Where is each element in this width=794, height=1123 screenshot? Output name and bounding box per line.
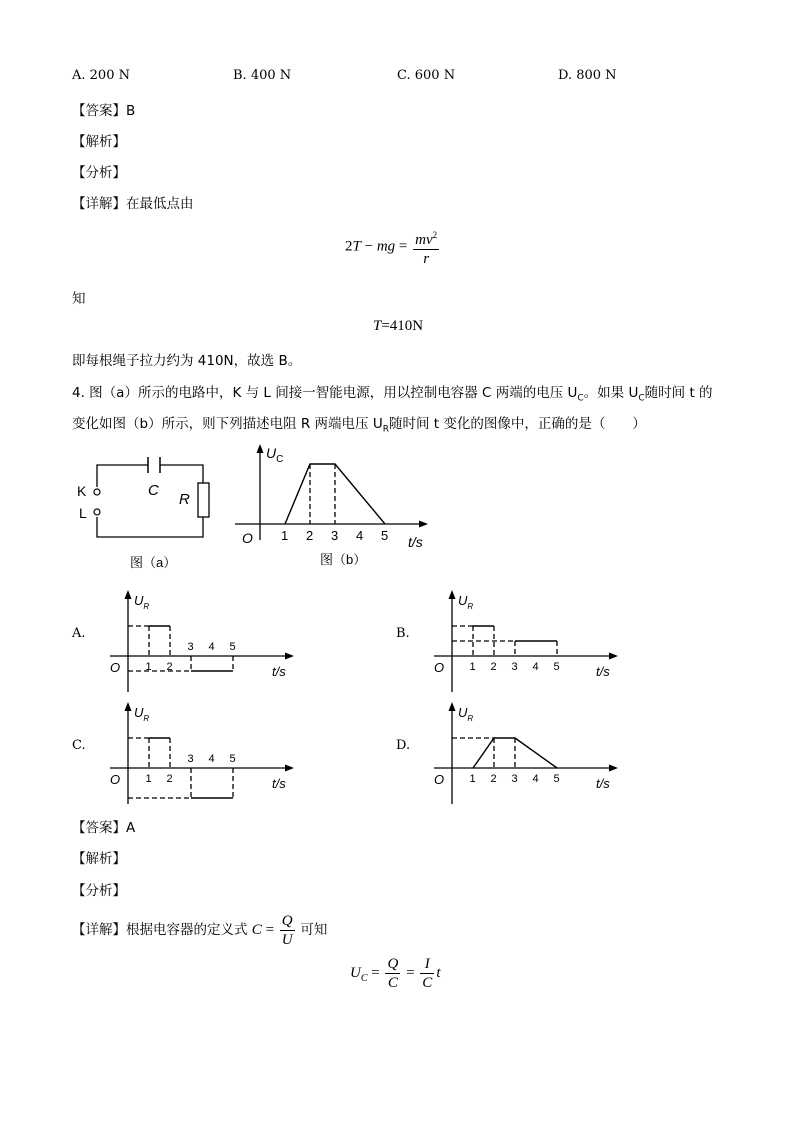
choice-graph bbox=[432, 588, 632, 698]
q4-stem-line1 bbox=[72, 381, 713, 404]
eq-equals: = bbox=[395, 238, 412, 255]
q4-detail bbox=[72, 912, 327, 949]
label-k: K bbox=[77, 483, 87, 499]
q4-line1-sub: C bbox=[577, 393, 584, 404]
x-label: t/s bbox=[596, 664, 610, 679]
x-tick-label: 2 bbox=[166, 661, 173, 673]
terminal-l bbox=[94, 509, 100, 515]
y-axis-arrow bbox=[257, 444, 264, 453]
y-axis-arrow bbox=[125, 702, 132, 711]
eq-U: U bbox=[350, 964, 361, 981]
x-tick-label: 1 bbox=[145, 773, 152, 785]
choice-graph bbox=[432, 700, 632, 810]
x-axis-arrow bbox=[285, 653, 294, 660]
q4-line1-end: 。如果 U bbox=[583, 385, 639, 401]
eq2-T: T bbox=[373, 318, 382, 334]
choice-graph bbox=[108, 588, 308, 698]
x-tick-label: 3 bbox=[187, 641, 194, 653]
detail-tag: 【详解】 bbox=[72, 921, 126, 938]
x-tick-label: 5 bbox=[553, 773, 560, 785]
x-tick-label: 4 bbox=[208, 641, 215, 653]
q4-stem-line2 bbox=[72, 412, 646, 435]
x-label: t/s bbox=[596, 776, 610, 791]
detail-text: 在最低点由 bbox=[126, 196, 194, 212]
y-label: $U_C$ bbox=[266, 445, 284, 465]
label-r: R bbox=[179, 491, 190, 508]
eq-2: 2 bbox=[345, 238, 353, 255]
x-axis-arrow bbox=[609, 653, 618, 660]
x-tick-label: 5 bbox=[553, 661, 560, 673]
q3-answer bbox=[72, 99, 135, 119]
q3-option-a: A. 200 N bbox=[72, 68, 130, 83]
eq-mg: mg bbox=[376, 238, 396, 255]
choice-label: B. bbox=[396, 626, 410, 641]
x-tick-label: 1 bbox=[281, 528, 289, 543]
caption-a: 图（a） bbox=[130, 555, 177, 570]
eq-r: r bbox=[423, 251, 430, 267]
q4-line1-sub2: C bbox=[638, 393, 645, 404]
x-axis-arrow bbox=[285, 765, 294, 772]
q3-equation-2 bbox=[373, 318, 423, 335]
eq-C1: C bbox=[387, 975, 398, 991]
x-tick-label: 2 bbox=[306, 528, 314, 543]
detail-tag: 【详解】 bbox=[72, 196, 126, 212]
eq-t: t bbox=[436, 964, 441, 981]
q4-line2-tail: 随时间 t 变化的图像中，正确的是（ ） bbox=[388, 416, 646, 432]
eq-T: T bbox=[352, 238, 361, 255]
eq2-rest: =410N bbox=[381, 318, 424, 334]
x-tick-label: 5 bbox=[229, 753, 236, 765]
eq-mv: mv bbox=[415, 232, 433, 248]
x-axis-arrow bbox=[609, 765, 618, 772]
x-tick-label: 3 bbox=[511, 773, 518, 785]
x-label: t/s bbox=[408, 534, 423, 550]
x-label: t/s bbox=[272, 664, 286, 679]
x-tick-label: 3 bbox=[331, 528, 339, 543]
choice-label: C. bbox=[72, 738, 86, 753]
origin-label: O bbox=[434, 772, 445, 787]
q3-fenxi-tag: 【分析】 bbox=[72, 165, 126, 181]
origin-label: O bbox=[434, 660, 445, 675]
q4-line1-text: 4. 图（a）所示的电路中，K 与 L 间接一智能电源，用以控制电容器 C 两端的电压 U bbox=[72, 385, 578, 401]
y-axis-arrow bbox=[449, 590, 456, 599]
q3-detail bbox=[72, 192, 194, 212]
label-l: L bbox=[79, 505, 87, 521]
y-label: $U_R$ bbox=[458, 593, 474, 611]
eq-C2: C bbox=[422, 975, 433, 991]
q3-option-c: C. 600 N bbox=[397, 68, 456, 83]
eq-U-sub: C bbox=[360, 972, 368, 984]
capacitance-formula bbox=[251, 913, 301, 948]
x-tick-label: 5 bbox=[381, 528, 389, 543]
x-tick-label: 2 bbox=[490, 773, 497, 785]
x-tick-label: 1 bbox=[469, 773, 476, 785]
eq-sup: 2 bbox=[432, 230, 438, 240]
origin-label: O bbox=[110, 660, 121, 675]
x-tick-label: 3 bbox=[511, 661, 518, 673]
x-label: t/s bbox=[272, 776, 286, 791]
y-label: $U_R$ bbox=[134, 593, 150, 611]
label-c: C bbox=[148, 482, 159, 499]
answer-value: A bbox=[126, 820, 136, 836]
answer-tag: 【答案】 bbox=[72, 820, 126, 836]
x-tick-label: 3 bbox=[187, 753, 194, 765]
y-axis-arrow bbox=[449, 702, 456, 711]
caption-b: 图（b） bbox=[320, 552, 367, 567]
q3-option-b: B. 400 N bbox=[233, 68, 292, 83]
choice-label: A. bbox=[72, 626, 86, 641]
terminal-k bbox=[94, 489, 100, 495]
q3-equation-1 bbox=[345, 226, 441, 268]
figure-a-circuit bbox=[70, 445, 230, 575]
x-tick-label: 4 bbox=[208, 753, 215, 765]
x-tick-label: 5 bbox=[229, 641, 236, 653]
choice-graph bbox=[108, 700, 308, 810]
answer-value: B bbox=[126, 103, 136, 119]
q4-line1-tail: 随时间 t 的 bbox=[644, 385, 713, 401]
x-axis-arrow bbox=[419, 521, 428, 528]
figure-b-uc-graph bbox=[230, 440, 435, 575]
q3-analysis-tag: 【解析】 bbox=[72, 134, 126, 150]
x-tick-label: 4 bbox=[356, 528, 364, 543]
resistor bbox=[198, 483, 209, 517]
q4-line2-sub: R bbox=[382, 424, 389, 435]
q4-analysis-tag: 【解析】 bbox=[72, 851, 126, 867]
x-tick-label: 2 bbox=[490, 661, 497, 673]
q4-line2-text: 变化如图（b）所示，则下列描述电阻 R 两端电压 U bbox=[72, 416, 383, 432]
q3-zhi: 知 bbox=[72, 291, 86, 307]
x-tick-label: 4 bbox=[532, 661, 539, 673]
q4-fenxi-tag: 【分析】 bbox=[72, 883, 126, 899]
eq-Q: Q bbox=[387, 956, 399, 972]
x-tick-label: 1 bbox=[469, 661, 476, 673]
x-tick-label: 1 bbox=[145, 661, 152, 673]
q4-answer bbox=[72, 816, 135, 836]
formula-eq: = bbox=[261, 921, 278, 938]
y-label: $U_R$ bbox=[458, 705, 474, 723]
choice-label: D. bbox=[396, 738, 411, 753]
y-label: $U_R$ bbox=[134, 705, 150, 723]
x-tick-label: 2 bbox=[166, 773, 173, 785]
origin-label: O bbox=[110, 772, 121, 787]
x-tick-label: 4 bbox=[532, 773, 539, 785]
eq-I: I bbox=[420, 955, 434, 974]
y-axis-arrow bbox=[125, 590, 132, 599]
eq-equals-1: = bbox=[367, 964, 384, 981]
detail-tail: 可知 bbox=[300, 921, 328, 938]
origin-label: O bbox=[242, 530, 253, 546]
answer-tag: 【答案】 bbox=[72, 103, 126, 119]
formula-Q: Q bbox=[281, 913, 293, 929]
formula-U: U bbox=[281, 932, 293, 948]
q4-equation bbox=[350, 955, 440, 992]
eq-fraction bbox=[413, 226, 439, 268]
q3-option-d: D. 800 N bbox=[558, 68, 617, 83]
eq-minus: − bbox=[360, 238, 377, 255]
formula-C: C bbox=[251, 921, 262, 938]
q3-conclusion: 即每根绳子拉力约为 410N，故选 B。 bbox=[72, 353, 302, 369]
eq-equals-2: = bbox=[402, 964, 419, 981]
detail-text: 根据电容器的定义式 bbox=[126, 921, 248, 938]
